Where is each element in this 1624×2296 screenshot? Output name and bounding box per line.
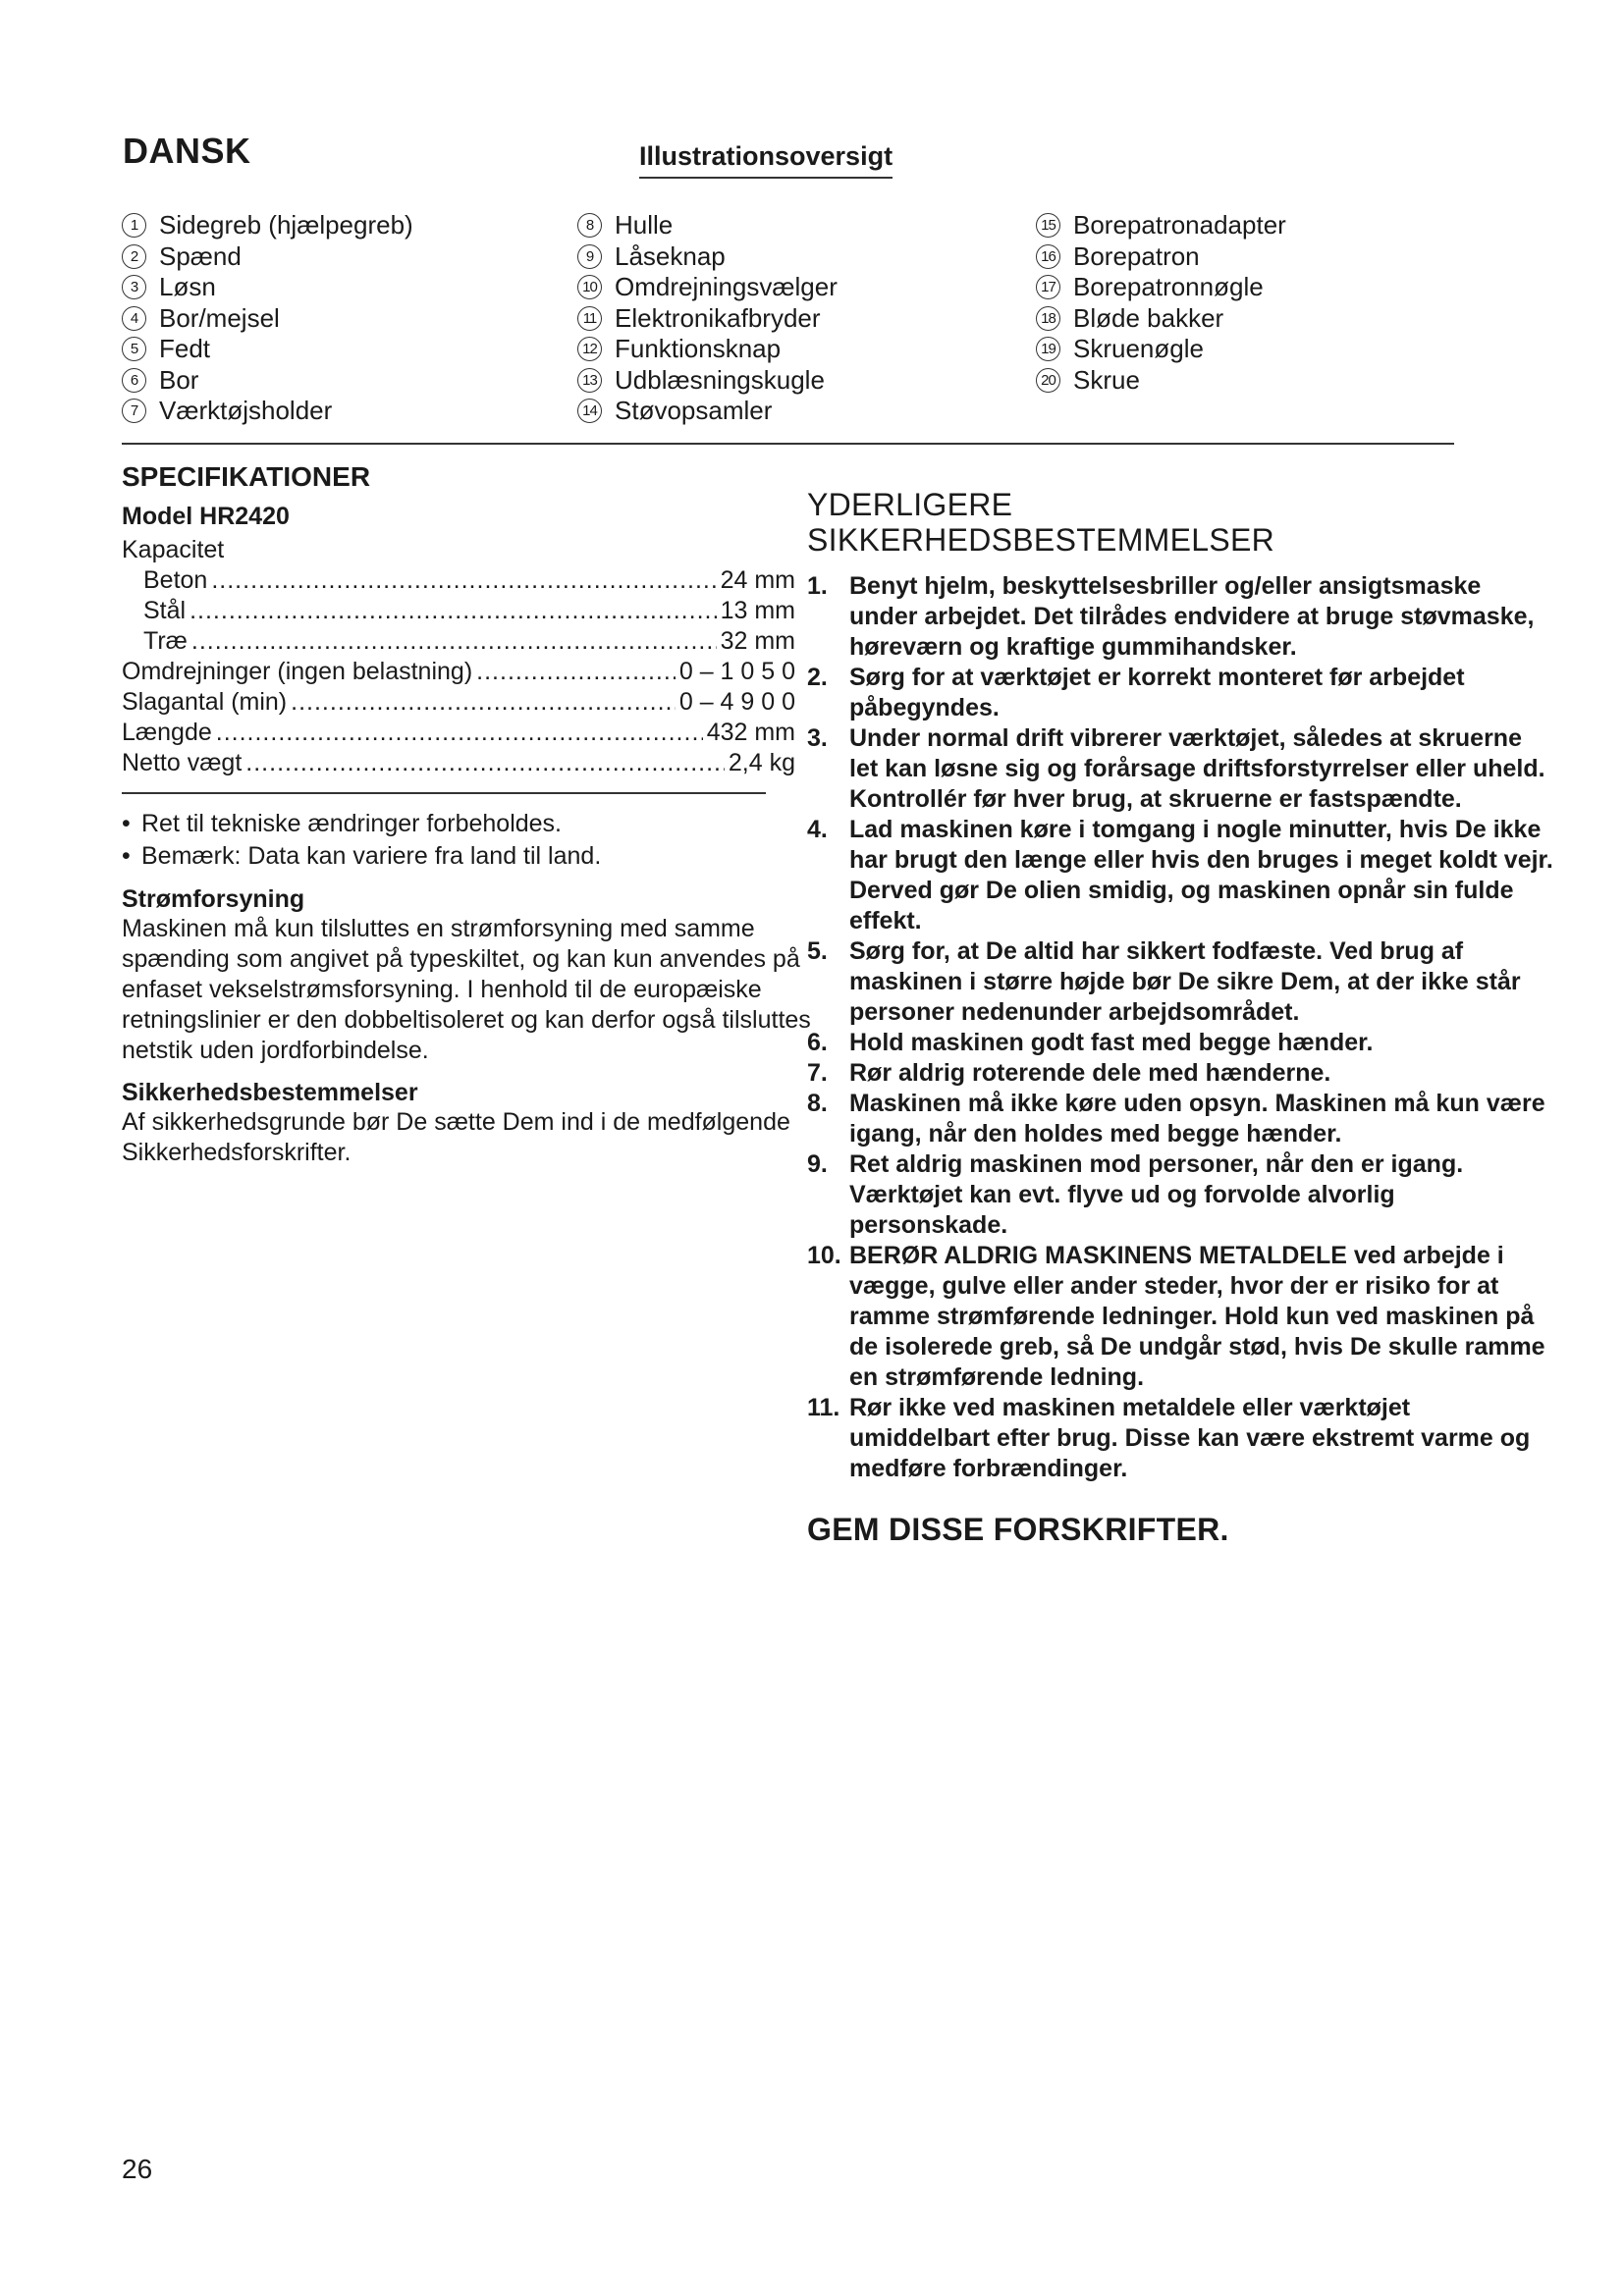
number-circle-icon: 9 [577, 244, 602, 269]
legend-label: Omdrejningsvælger [615, 272, 838, 302]
legend-item [577, 396, 838, 427]
legend-label: Udblæsningskugle [615, 364, 825, 395]
dot-leader [245, 748, 725, 778]
rule-number: 7. [807, 1059, 828, 1087]
spec-note [122, 808, 819, 840]
dot-leader [216, 718, 703, 748]
number-circle-icon: 4 [122, 306, 146, 331]
dot-leader [189, 596, 717, 626]
legend-label: Borepatronnøgle [1073, 272, 1264, 302]
legend-item [122, 365, 413, 397]
legend-label: Låseknap [615, 240, 726, 271]
legend-label: Bor [159, 364, 199, 395]
number-circle-icon: 13 [577, 368, 602, 393]
dot-leader [476, 657, 676, 687]
legend-label: Borepatron [1073, 240, 1200, 271]
legend-item [577, 241, 838, 273]
spec-note [122, 840, 819, 873]
number-circle-icon: 20 [1036, 368, 1060, 393]
rule-text: Rør aldrig roterende dele med hænderne. [849, 1059, 1331, 1087]
dot-leader [291, 687, 676, 718]
additional-safety-title-line2: SIKKERHEDSBESTEMMELSER [807, 522, 1275, 558]
legend-column-1 [122, 210, 413, 427]
legend-item [122, 396, 413, 427]
legend-column-2 [577, 210, 838, 427]
rule-number: 6. [807, 1029, 828, 1056]
safety-rule [807, 1028, 1553, 1058]
legend-item [577, 272, 838, 303]
rule-text: Under normal drift vibrerer værktøjet, således at skruerne let kan løsne sig og forårsage driftsforstyrrelser eller uheld. Kontrollér før hver brug, at skruerne er fastspændte. [849, 724, 1545, 813]
number-circle-icon: 8 [577, 213, 602, 238]
rule-number: 10. [807, 1242, 841, 1269]
rule-text: Hold maskinen godt fast med begge hænder. [849, 1029, 1374, 1056]
legend-item [577, 210, 838, 241]
safety-rule [807, 1149, 1553, 1241]
power-supply-text: Maskinen må kun tilsluttes en strømforsyning med samme spænding som angivet på typeskiltet, og kan kun anvendes på enfaset vekselstrømsforsyning. I henhold til de europæiske retningslinier er den dobbeltisoleret og kan derfor også tilsluttes netstik uden jordforbindelse. [122, 914, 811, 1064]
bullet-icon: • [122, 841, 131, 870]
safety-rule [807, 1058, 1553, 1089]
number-circle-icon: 15 [1036, 213, 1060, 238]
legend-label: Elektronikafbryder [615, 302, 821, 333]
left-column [122, 461, 819, 1168]
spec-value: 432 mm [706, 719, 795, 746]
spec-divider [122, 792, 766, 794]
spec-row [122, 626, 795, 657]
legend-item [122, 241, 413, 273]
legend-label: Værktøjsholder [159, 396, 333, 426]
legend-item [1036, 334, 1286, 365]
closing-statement: GEM DISSE FORSKRIFTER. [807, 1512, 1229, 1547]
number-circle-icon: 10 [577, 275, 602, 299]
spec-row [122, 657, 795, 687]
legend-item [1036, 365, 1286, 397]
number-circle-icon: 18 [1036, 306, 1060, 331]
legend-item [1036, 241, 1286, 273]
safety-rule [807, 936, 1553, 1028]
number-circle-icon: 6 [122, 368, 146, 393]
legend-label: Løsn [159, 272, 216, 302]
rule-text: Ret aldrig maskinen mod personer, når den er igang. Værktøjet kan evt. flyve ud og forvolde alvorlig personskade. [849, 1150, 1464, 1239]
legend-label: Funktionsknap [615, 334, 782, 364]
spec-value: 0 – 4 9 0 0 [678, 688, 795, 716]
safety-rule [807, 1089, 1553, 1149]
spec-label: Længde [122, 719, 212, 746]
legend-label: Skruenøgle [1073, 334, 1204, 364]
language-title: DANSK [123, 131, 251, 171]
safety-rule [807, 1393, 1553, 1484]
legend-item [122, 303, 413, 335]
spec-value: 32 mm [720, 627, 795, 655]
rule-number: 9. [807, 1150, 828, 1178]
rule-text: Sørg for, at De altid har sikkert fodfæste. Ved brug af maskinen i større højde bør De sikre Dem, at der ikke står personer nedenunder arbejdsområdet. [849, 937, 1521, 1026]
legend-item [122, 210, 413, 241]
rule-text: BERØR ALDRIG MASKINENS METALDELE ved arbejde i vægge, gulve eller ander steder, hvor der er risiko for at ramme strømførende ledninger. Hold kun ved maskinen på de isolerede greb, så De undgår stød, hvis De skulle ramme en strømførende ledning. [849, 1242, 1545, 1391]
legend-label: Skrue [1073, 364, 1140, 395]
page-number: 26 [122, 2154, 153, 2184]
rule-number: 8. [807, 1090, 828, 1117]
spec-value: 2,4 kg [728, 749, 795, 776]
additional-safety-title-line1: YDERLIGERE [807, 487, 1013, 522]
spec-row [122, 687, 795, 718]
rule-text: Sørg for at værktøjet er korrekt monteret før arbejdet påbegyndes. [849, 664, 1465, 721]
safety-text: Af sikkerhedsgrunde bør De sætte Dem ind i de medfølgende Sikkerhedsforskrifter. [122, 1107, 790, 1166]
dot-leader [191, 626, 717, 657]
number-circle-icon: 5 [122, 337, 146, 361]
spec-label: Omdrejninger (ingen belastning) [122, 658, 473, 685]
rule-number: 11. [807, 1394, 840, 1421]
spec-row [122, 748, 795, 778]
spec-value: 13 mm [720, 597, 795, 624]
number-circle-icon: 3 [122, 275, 146, 299]
illustration-overview-title: Illustrationsoversigt [639, 141, 893, 179]
number-circle-icon: 1 [122, 213, 146, 238]
spec-row [122, 718, 795, 748]
rule-number: 4. [807, 816, 828, 843]
rule-number: 3. [807, 724, 828, 752]
number-circle-icon: 2 [122, 244, 146, 269]
number-circle-icon: 14 [577, 399, 602, 423]
specifications-title: SPECIFIKATIONER [122, 461, 371, 492]
safety-rule [807, 723, 1553, 815]
legend-item [577, 334, 838, 365]
safety-rule [807, 571, 1553, 663]
safety-rule [807, 815, 1553, 936]
number-circle-icon: 12 [577, 337, 602, 361]
legend-label: Bløde bakker [1073, 302, 1224, 333]
safety-heading: Sikkerhedsbestemmelser [122, 1078, 418, 1106]
rule-number: 1. [807, 572, 828, 600]
legend-item [1036, 303, 1286, 335]
number-circle-icon: 19 [1036, 337, 1060, 361]
legend-label: Fedt [159, 334, 211, 364]
spec-value: 0 – 1 0 5 0 [678, 658, 795, 685]
legend-item [1036, 272, 1286, 303]
legend-label: Støvopsamler [615, 396, 773, 426]
safety-rules-list [807, 571, 1553, 1484]
rule-text: Rør ikke ved maskinen metaldele eller værktøjet umiddelbart efter brug. Disse kan være ekstremt varme og medføre forbrændinger. [849, 1394, 1531, 1482]
note-text: Ret til tekniske ændringer forbeholdes. [141, 809, 563, 837]
spec-label: Stål [143, 597, 187, 624]
power-supply-heading: Strømforsyning [122, 884, 305, 913]
legend-label: Hulle [615, 210, 674, 240]
capacity-label: Kapacitet [122, 536, 225, 563]
legend-column-3 [1036, 210, 1286, 396]
spec-row [122, 596, 795, 626]
number-circle-icon: 16 [1036, 244, 1060, 269]
number-circle-icon: 17 [1036, 275, 1060, 299]
note-text: Bemærk: Data kan variere fra land til land. [141, 841, 602, 870]
legend-label: Borepatronadapter [1073, 210, 1286, 240]
spec-label: Slagantal (min) [122, 688, 288, 716]
bullet-icon: • [122, 809, 131, 837]
legend-item [122, 272, 413, 303]
number-circle-icon: 7 [122, 399, 146, 423]
rule-text: Lad maskinen køre i tomgang i nogle minutter, hvis De ikke har brugt den længe eller hvis den bruges i meget koldt vejr. Derved gør De olien smidig, og maskinen opnår sin fulde effekt. [849, 816, 1553, 934]
legend-label: Spænd [159, 240, 242, 271]
spec-value: 24 mm [720, 566, 795, 594]
safety-rule [807, 663, 1553, 723]
rule-text: Benyt hjelm, beskyttelsesbriller og/eller ansigtsmaske under arbejdet. Det tilrådes endvidere at bruge støvmaske, høreværn og kraftige gummihandsker. [849, 572, 1535, 661]
legend-item [577, 365, 838, 397]
legend-label: Sidegreb (hjælpegreb) [159, 210, 413, 240]
safety-rule [807, 1241, 1553, 1393]
spec-row [122, 565, 795, 596]
rule-text: Maskinen må ikke køre uden opsyn. Maskinen må kun være igang, når den holdes med begge hænder. [849, 1090, 1545, 1148]
legend-item [577, 303, 838, 335]
dot-leader [211, 565, 716, 596]
legend-item [1036, 210, 1286, 241]
spec-label: Træ [143, 627, 188, 655]
section-divider [122, 443, 1454, 445]
legend-label: Bor/mejsel [159, 302, 280, 333]
right-column [807, 487, 1553, 1548]
spec-label: Beton [143, 566, 208, 594]
legend-item [122, 334, 413, 365]
rule-number: 2. [807, 664, 828, 691]
number-circle-icon: 11 [577, 306, 602, 331]
rule-number: 5. [807, 937, 828, 965]
model-number: Model HR2420 [122, 503, 290, 530]
spec-label: Netto vægt [122, 749, 243, 776]
